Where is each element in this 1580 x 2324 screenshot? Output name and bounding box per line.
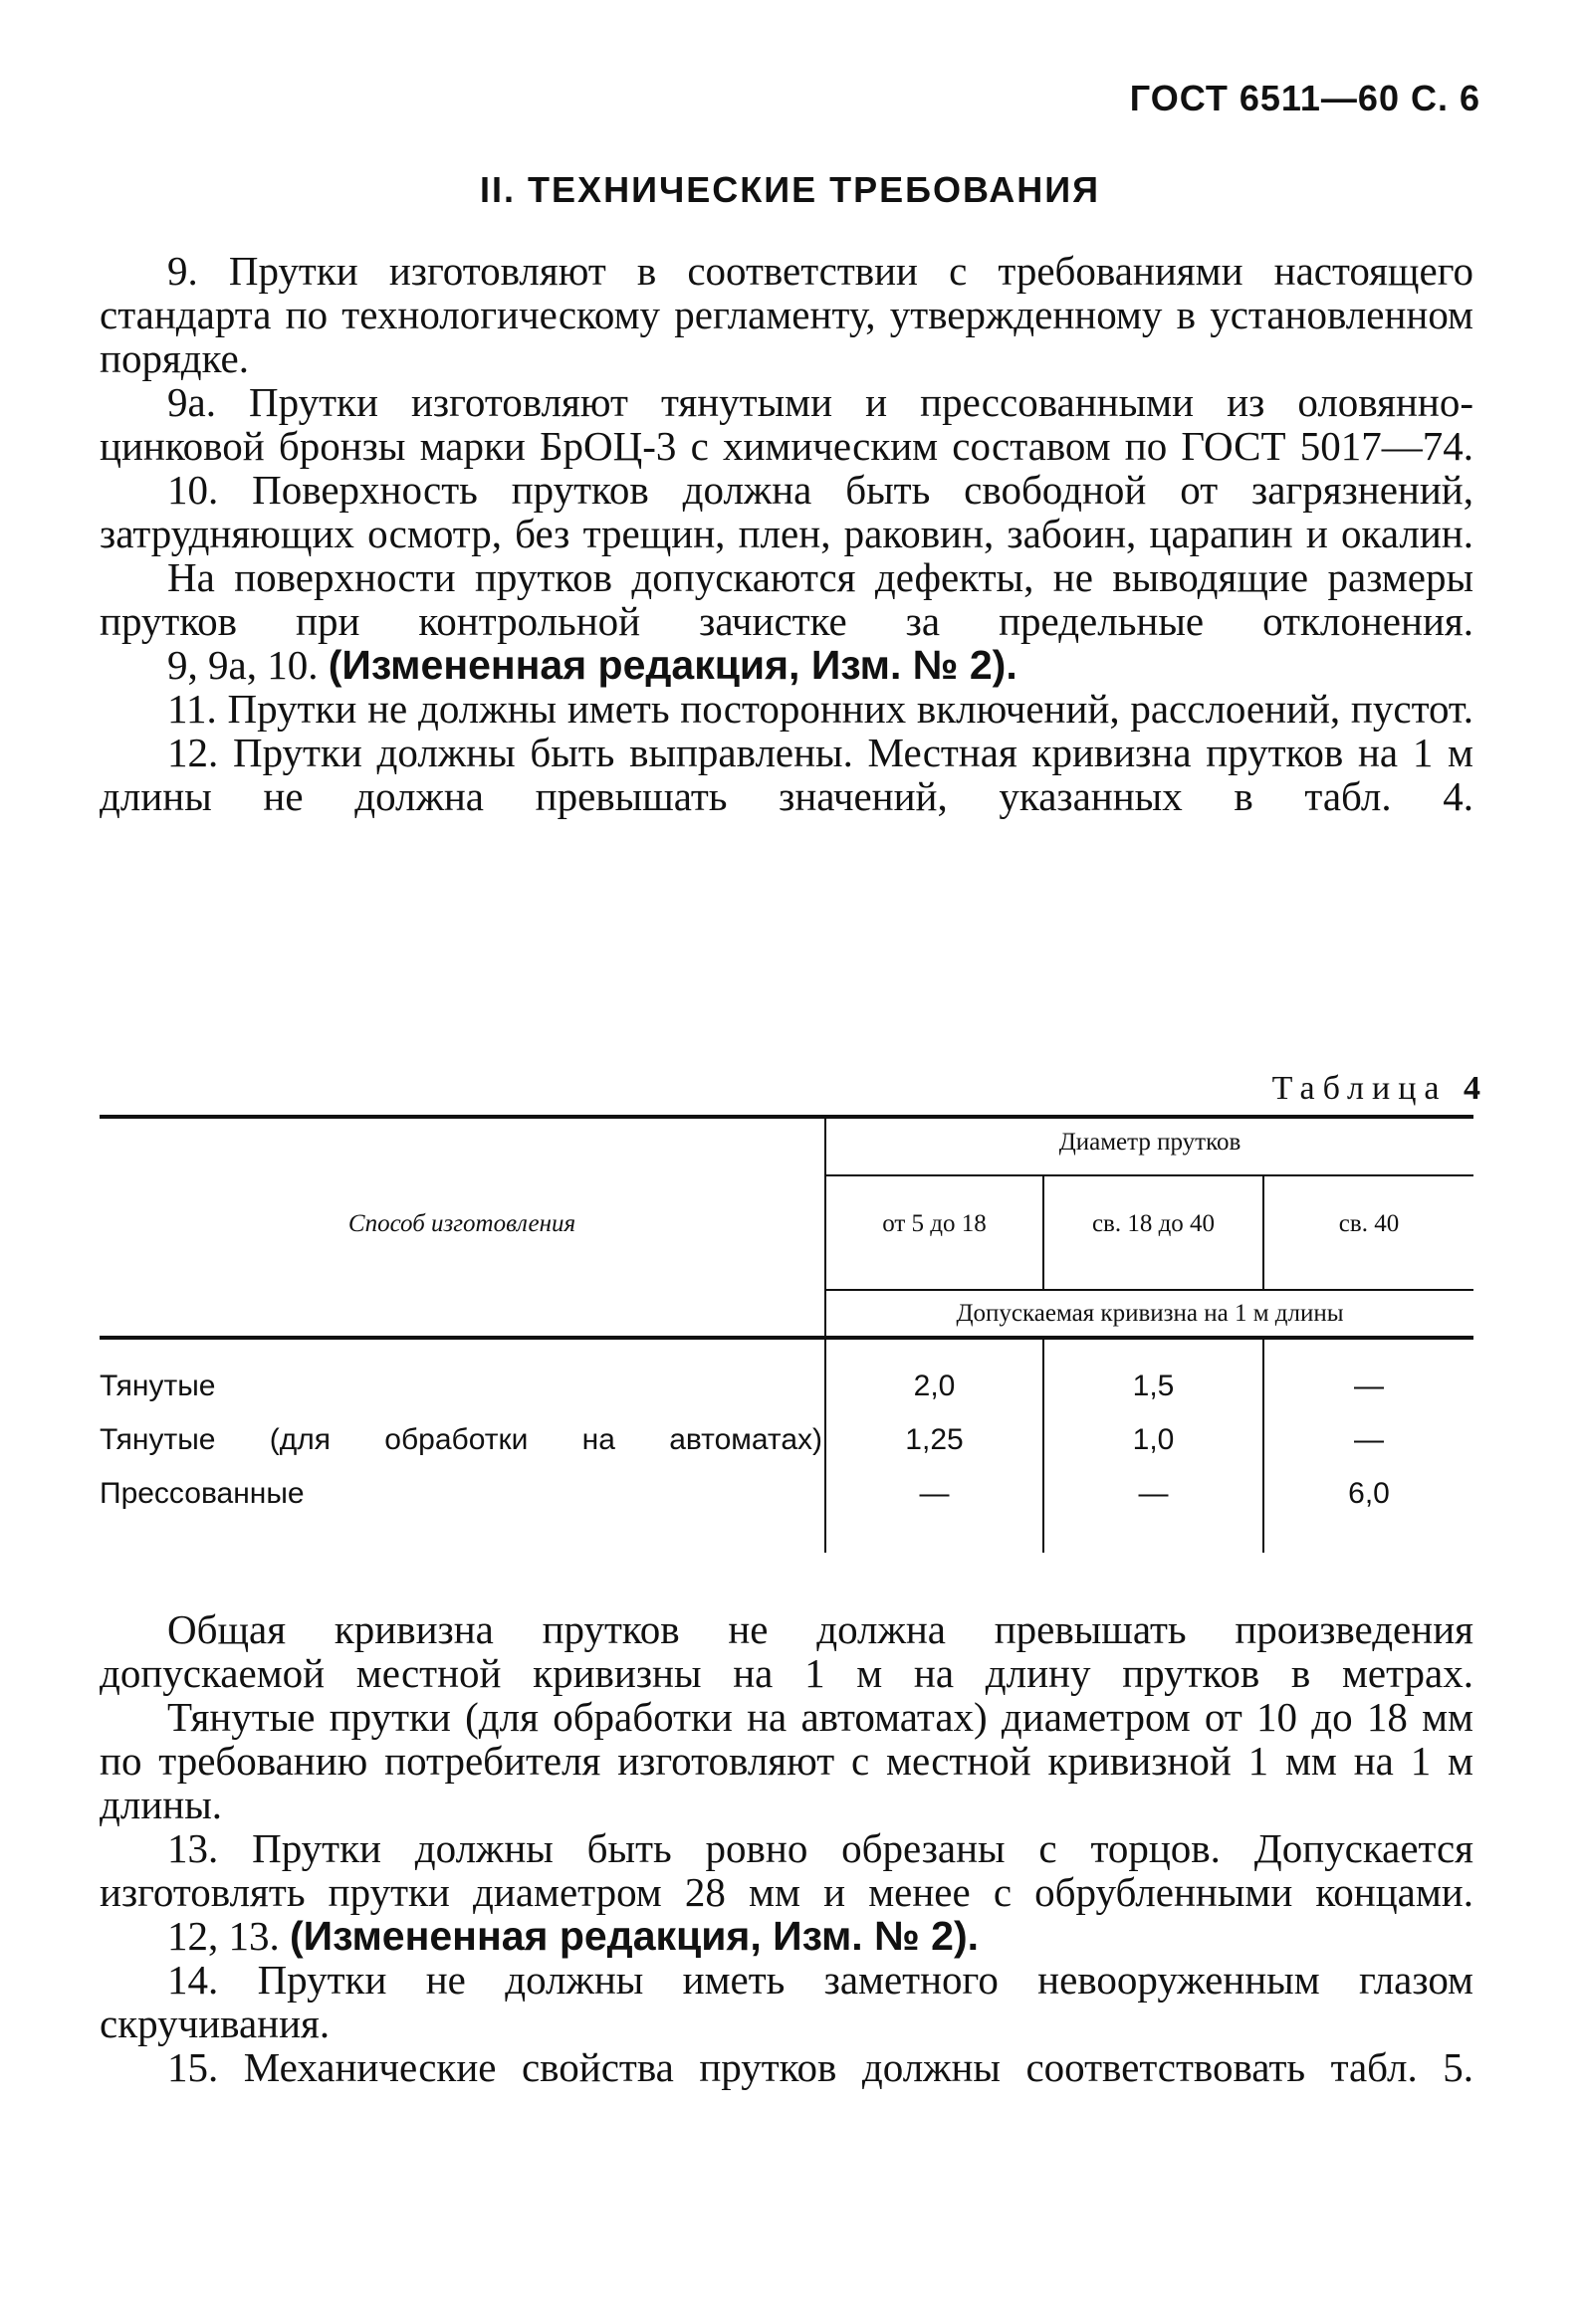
amendment-note-1-prefix: 9, 9а, 10. bbox=[167, 642, 329, 688]
table-header-d1: от 5 до 18 bbox=[882, 1210, 987, 1237]
table-subheader-rule bbox=[826, 1289, 1473, 1291]
table-row-label: Тянутые (для обработки на автоматах) bbox=[100, 1423, 822, 1456]
table-cell-value: 1,5 bbox=[1132, 1370, 1175, 1402]
paragraph-9a: 9а. Прутки изготовляют тянутыми и прессованными из оловянно-цинковой бронзы марки БрОЦ-3 с химическим составом по ГОСТ 5017—74. bbox=[100, 379, 1473, 469]
table-row-label: Тянутые bbox=[100, 1370, 216, 1402]
top-text-block bbox=[100, 249, 1473, 818]
table-caption-word: Таблица bbox=[1271, 1070, 1448, 1107]
paragraph-drawn-bars: Тянутые прутки (для обработки на автоматах) диаметром от 10 до 18 мм по требованию потребителя изготовляют с местной кривизной 1 мм на 1 м длины. bbox=[100, 1694, 1473, 1827]
paragraph-15: 15. Механические свойства прутков должны соответствовать табл. 5. bbox=[167, 2044, 1473, 2090]
amendment-note-2-text: (Измененная редакция, Изм. № 2). bbox=[290, 1913, 980, 1959]
table-header-d3: св. 40 bbox=[1338, 1210, 1400, 1237]
table-cell-value: 1,0 bbox=[1132, 1423, 1175, 1456]
table-diameter-rule bbox=[826, 1174, 1473, 1176]
paragraph-10: 10. Поверхность прутков должна быть свободной от загрязнений, затрудняющих осмотр, без трещин, плен, раковин, забоин, царапин и окалин. bbox=[100, 467, 1473, 556]
paragraph-13: 13. Прутки должны быть ровно обрезаны с торцов. Допускается изготовлять прутки диаметром 28 мм и менее с обрубленными концами. bbox=[100, 1825, 1473, 1915]
curvature-table bbox=[100, 1115, 1473, 1553]
table-cell-value: — bbox=[1354, 1370, 1384, 1402]
paragraph-10-defects: На поверхности прутков допускаются дефекты, не выводящие размеры прутков при контрольной зачистке за предельные отклонения. bbox=[100, 554, 1473, 644]
table-caption bbox=[1272, 1070, 1480, 1108]
table-subheader-curvature: Допускаемая кривизна на 1 м длины bbox=[956, 1300, 1344, 1327]
table-cell-value: 2,0 bbox=[913, 1370, 956, 1402]
amendment-note-2 bbox=[100, 1914, 1473, 1958]
amendment-note-1 bbox=[100, 643, 1473, 687]
table-header-bottom-rule bbox=[100, 1336, 1473, 1340]
paragraph-9: 9. Прутки изготовляют в соответствии с требованиями настоящего стандарта по технологическому регламенту, утвержденному в установленном порядке. bbox=[100, 248, 1473, 381]
section-title: II. ТЕХНИЧЕСКИЕ ТРЕБОВАНИЯ bbox=[480, 169, 1100, 210]
table-row-label: Прессованные bbox=[100, 1477, 305, 1510]
table-cell-value: 1,25 bbox=[905, 1423, 964, 1456]
paragraph-12: 12. Прутки должны быть выправлены. Местная кривизна прутков на 1 м длины не должна превышать значений, указанных в табл. 4. bbox=[100, 730, 1473, 819]
table-cell-value: 6,0 bbox=[1348, 1477, 1390, 1510]
amendment-note-2-prefix: 12, 13. bbox=[167, 1913, 290, 1959]
bottom-text-block bbox=[100, 1607, 1473, 2089]
table-top-rule bbox=[100, 1115, 1473, 1119]
table-caption-number: 4 bbox=[1464, 1070, 1480, 1107]
table-header-method: Способ изготовления bbox=[347, 1210, 576, 1237]
page-header-doc-ref: ГОСТ 6511—60 С. 6 bbox=[1129, 78, 1480, 118]
table-cell-value: — bbox=[919, 1477, 950, 1510]
table-header-diameter: Диаметр прутков bbox=[1058, 1129, 1241, 1156]
paragraph-11: 11. Прутки не должны иметь посторонних включений, расслоений, пустот. bbox=[167, 686, 1473, 732]
table-header-d2: св. 18 до 40 bbox=[1091, 1210, 1216, 1237]
paragraph-14: 14. Прутки не должны иметь заметного невооруженным глазом скручивания. bbox=[100, 1957, 1473, 2046]
table-cell-value: — bbox=[1138, 1477, 1169, 1510]
amendment-note-1-text: (Измененная редакция, Изм. № 2). bbox=[328, 642, 1017, 688]
table-cell-value: — bbox=[1354, 1423, 1384, 1456]
paragraph-total-curvature: Общая кривизна прутков не должна превышать произведения допускаемой местной кривизны на 1 м на длину прутков в метрах. bbox=[100, 1606, 1473, 1696]
